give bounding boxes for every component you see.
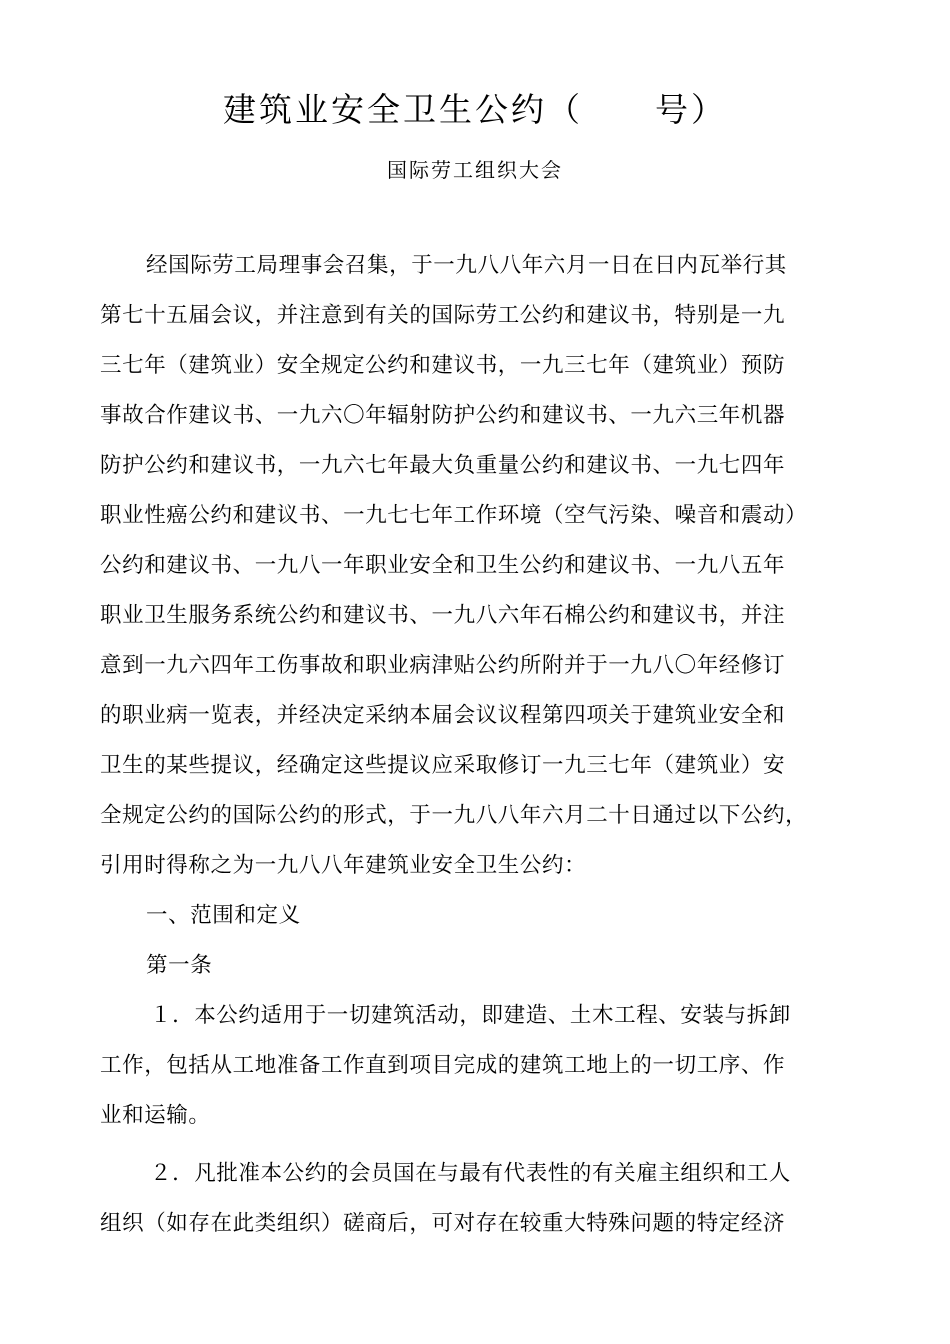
preamble-line: 全规定公约的国际公约的形式，于一九八八年六月二十日通过以下公约， — [100, 803, 808, 828]
preamble-line: 职业卫生服务系统公约和建议书、一九八六年石棉公约和建议书，并注 — [100, 603, 786, 628]
document-title: 建筑业安全卫生公约（ 号） — [223, 90, 727, 129]
paragraph-line: ２．凡批准本公约的会员国在与最有代表性的有关雇主组织和工人 — [150, 1161, 791, 1186]
paragraph-line: １．本公约适用于一切建筑活动，即建造、土木工程、安装与拆卸 — [150, 1003, 791, 1028]
article-heading: 第一条 — [146, 953, 213, 978]
preamble-line: 第七十五届会议，并注意到有关的国际劳工公约和建议书，特别是一九 — [100, 303, 786, 328]
paragraph-line: 业和运输。 — [100, 1103, 211, 1128]
preamble-line: 三七年（建筑业）安全规定公约和建议书，一九三七年（建筑业）预防 — [100, 353, 786, 378]
preamble-line: 防护公约和建议书，一九六七年最大负重量公约和建议书、一九七四年 — [100, 453, 786, 478]
preamble-line: 卫生的某些提议，经确定这些提议应采取修订一九三七年（建筑业）安 — [100, 753, 786, 778]
preamble-line: 意到一九六四年工伤事故和职业病津贴公约所附并于一九八〇年经修订 — [100, 653, 786, 678]
paragraph-line: 工作，包括从工地准备工作直到项目完成的建筑工地上的一切工序、作 — [100, 1053, 786, 1078]
preamble-line: 职业性癌公约和建议书、一九七七年工作环境（空气污染、噪音和震动） — [100, 503, 808, 528]
preamble-line: 的职业病一览表，并经决定采纳本届会议议程第四项关于建筑业安全和 — [100, 703, 786, 728]
preamble-line: 经国际劳工局理事会召集，于一九八八年六月一日在日内瓦举行其 — [146, 253, 787, 278]
preamble-line: 事故合作建议书、一九六〇年辐射防护公约和建议书、一九六三年机器 — [100, 403, 786, 428]
section-heading: 一、范围和定义 — [146, 903, 301, 928]
preamble-line: 公约和建议书、一九八一年职业安全和卫生公约和建议书、一九八五年 — [100, 553, 786, 578]
document-subtitle: 国际劳工组织大会 — [387, 158, 563, 182]
paragraph-line: 组织（如存在此类组织）磋商后，可对存在较重大特殊问题的特定经济 — [100, 1211, 786, 1236]
preamble-line: 引用时得称之为一九八八年建筑业安全卫生公约： — [100, 853, 587, 878]
